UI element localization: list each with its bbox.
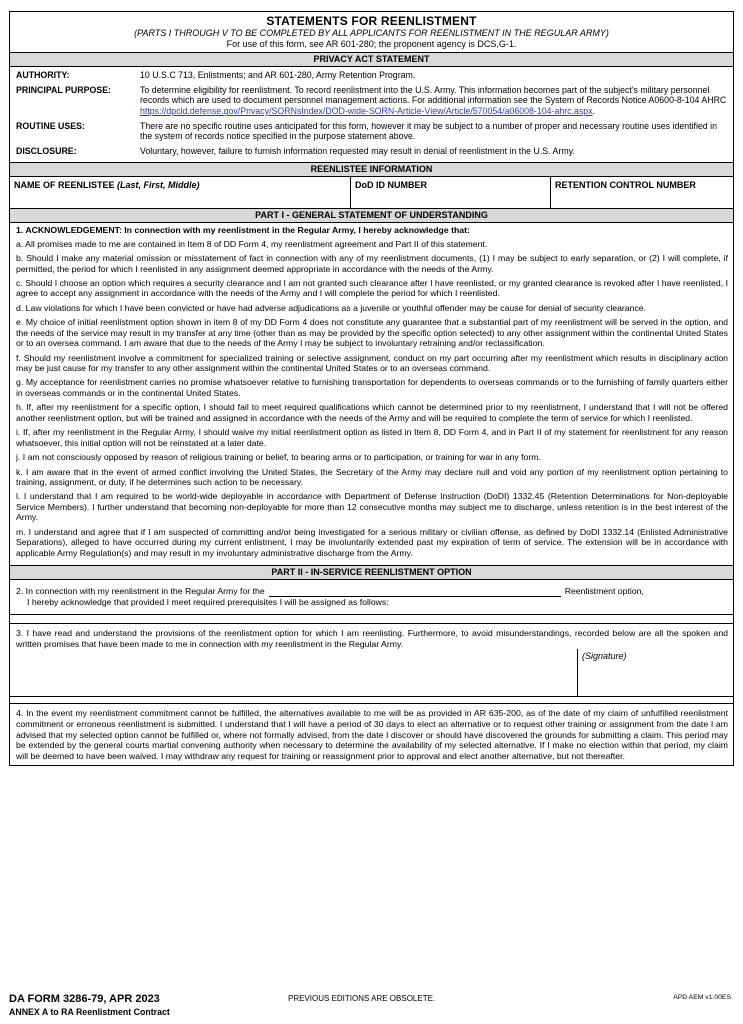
part1-item-c: c. Should I choose an option which requires a security clearance and I am not granted such clearance after I have reenlisted, or my granted clearance is revoked after I have reenlisted, I agree to accept any assignment in accordance with the needs of the Army and I will complete the period for which I reenlisted. bbox=[16, 277, 728, 299]
reenlistee-name-field[interactable] bbox=[10, 177, 351, 208]
routine-uses-text: There are no specific routine uses anticipated for this form, however it may be subject to a number of proper and necessary routine uses identified in the system of records notice specified in the purpose statement above. bbox=[140, 120, 717, 142]
item2-answer-line[interactable] bbox=[10, 607, 733, 615]
reenlistment-form bbox=[9, 11, 734, 766]
reenlistment-option-input[interactable] bbox=[269, 588, 561, 597]
principal-purpose-text bbox=[140, 85, 727, 117]
form-title: STATEMENTS FOR REENLISTMENT bbox=[266, 14, 477, 28]
part1-item-i: i. If, after my reenlistment in the Regular Army, I should waive my initial reenlistment option as listed in Item 8, DD Form 4, and in Part II of my statement for reenlistment for any reason whatsoever, this initial option will not be reinstated at a later date. bbox=[16, 427, 728, 448]
part1-item-m: m. I understand and agree that if I am suspected of committing and/or being investigated for a serious military or civilian offense, as defined by DoDI 1332.14 (Enlisted Administrative Separations), alleged to have occurred during my current enlistment, I may be involuntarily extended past my expiration of term of service. The extension will be in accordance with applicable Army Regulation(s) and may result in my involuntary administrative discharge from the Army. bbox=[16, 526, 728, 558]
authority-label: AUTHORITY: bbox=[16, 70, 70, 81]
privacy-act-heading: PRIVACY ACT STATEMENT bbox=[10, 53, 733, 67]
part2-item-4: 4. In the event my reenlistment commitment cannot be fulfilled, the alternatives available to me will be as provided in AR 635-200, as of the date of my claim of unfulfilled reenlistment commitment or erroneous reenlistment is submitted. I understand that I will have a period of 30 days to elect an alternative or to request other training or assignment from the date I am advised that my selected option cannot be fulfilled or, where not formally advised, from the date I discover or should have discovered the grounds for submitting a claim. This period may be extended by the general courts martial convening authority when necessary to determine the availability of my selected alternative. If I make no election within that period, my claim will be deemed to have been waived. I may withdraw any request for training or reassignment prior to approval and elect another alternative, but not thereafter. bbox=[16, 708, 728, 761]
part1-item-h: h. If, after my reenlistment for a specific option, I should fail to meet required qualifications which cannot be determined prior to my reenlistment, I understand that I will not be offered another reenlistment option, but will be trained and assigned in accordance with the needs of the Army and will be required to complete the term of service for which I reenlisted. bbox=[16, 402, 728, 423]
disclosure-label: DISCLOSURE: bbox=[16, 145, 77, 156]
authority-row bbox=[16, 70, 727, 81]
privacy-act-section bbox=[10, 67, 733, 163]
disclosure-row bbox=[16, 146, 727, 157]
item2-text-continuation: I hereby acknowledge that provided I meet required prerequisites I will be assigned as follows: bbox=[27, 596, 389, 607]
part2-item-2 bbox=[16, 580, 728, 607]
item2-text-end: Reenlistment option, bbox=[564, 586, 644, 597]
item3-spacer bbox=[10, 697, 733, 704]
annex-label: ANNEX A to RA Reenlistment Contract bbox=[9, 1006, 170, 1017]
version-label: APD AEM v1.00ES bbox=[673, 994, 731, 1001]
dod-id-field[interactable] bbox=[351, 177, 551, 208]
part1-item-g: g. My acceptance for reenlistment carries no promise whatsoever relative to furnishing transportation for dependents to overseas commands or to the furnishing of family quarters either in overseas commands or in the continental United States. bbox=[16, 377, 728, 398]
sorn-link[interactable]: https://dpcld.defense.gov/Privacy/SORNsIndex/DOD-wide-SORN-Article-View/Article/570054/a06008-104-ahrc.aspx bbox=[140, 106, 593, 117]
part1-item-k: k. I am aware that in the event of armed conflict involving the United States, the Secretary of the Army may declare null and void any portion of my reenlistment option pertaining to training, assignment, or duty, if he determines such action to be necessary. bbox=[16, 466, 728, 487]
principal-purpose-row bbox=[16, 85, 727, 117]
promises-signature-area bbox=[10, 649, 733, 697]
reenlistee-name-label: NAME OF REENLISTEE bbox=[14, 180, 115, 191]
part2-section bbox=[10, 580, 733, 623]
part2-item-4-block bbox=[10, 704, 733, 764]
dod-id-label: DoD ID NUMBER bbox=[355, 180, 427, 191]
signature-field[interactable] bbox=[577, 649, 733, 696]
signature-label: (Signature) bbox=[582, 651, 627, 662]
form-usage-note: For use of this form, see AR 601-280; the proponent agency is DCS,G-1. bbox=[226, 38, 517, 49]
part2-item-3: 3. I have read and understand the provisions of the reenlistment option for which I am reenlisting. Furthermore, to avoid misunderstandings, recorded below are all the spoken and written promises that have been made to me in connection with my reenlistment in the Regular Army. bbox=[16, 628, 728, 649]
principal-purpose-label: PRINCIPAL PURPOSE: bbox=[16, 84, 111, 95]
part1-heading: PART I - GENERAL STATEMENT OF UNDERSTANDING bbox=[10, 209, 733, 223]
part1-section bbox=[10, 223, 733, 566]
part2-item-3-block bbox=[10, 623, 733, 649]
retention-control-number-label: RETENTION CONTROL NUMBER bbox=[555, 180, 696, 191]
form-subtitle: (PARTS I THROUGH V TO BE COMPLETED BY ALL APPLICANTS FOR REENLISTMENT IN THE REGULAR ARMY) bbox=[134, 28, 609, 39]
part1-item-b: b. Should I make any material omission or misstatement of fact in connection with any of my reenlistment documents, (1) I may be subject to early separation, or (2) I will complete, if permitted, the period for which I reenlisted in any assignment deemed appropriate in accordance with the needs of the Army. bbox=[16, 253, 728, 274]
part1-item-f: f. Should my reenlistment involve a commitment for specialized training or selective assignment, conduct on my part occurring after my reenlistment which results in disciplinary action may be just cause for my transfer to any other assignment within the continental United States or to an overseas command. bbox=[16, 352, 728, 374]
previous-editions-note: PREVIOUS EDITIONS ARE OBSOLETE. bbox=[288, 994, 436, 1003]
part1-item-d: d. Law violations for which I have been convicted or have had adverse adjudications as a juvenile or youthful offender may be cause for denial of security clearance. bbox=[16, 302, 647, 313]
form-number: DA FORM 3286-79, APR 2023 bbox=[9, 993, 160, 1005]
part1-item-l: l. I understand that I am required to be world-wide deployable in accordance with Department of Defense Instruction (DoDI) 1332.45 (Retention Determinations for Non-deployable Service Members). I further understand that becoming non-deployable for more than 12 consecutive months may subject me to discharge, unless retention is in the best interest of the Army. bbox=[16, 491, 728, 523]
routine-uses-row bbox=[16, 121, 727, 142]
promises-field[interactable] bbox=[10, 649, 577, 696]
acknowledgement-statement: 1. ACKNOWLEDGEMENT: In connection with my reenlistment in the Regular Army, I hereby acknowledge that: bbox=[16, 225, 470, 236]
part2-heading: PART II - IN-SERVICE REENLISTMENT OPTION bbox=[10, 566, 733, 580]
form-header bbox=[10, 12, 733, 53]
principal-purpose-body: To determine eligibility for reenlistment. To record reenlistment into the U.S. Army. This information becomes part of the subject's military personnel records which are used to document personnel management actions. For additional information see the System of Records Notice A0600-8-104 AHRC bbox=[140, 84, 727, 106]
reenlistee-info-row bbox=[10, 177, 733, 209]
retention-control-number-field[interactable] bbox=[551, 177, 733, 208]
part1-item-a: a. All promises made to me are contained in Item 8 of DD Form 4, my reenlistment agreement and Part II of this statement. bbox=[16, 238, 488, 249]
item2-text-start: 2. In connection with my reenlistment in the Regular Army for the bbox=[16, 586, 265, 597]
disclosure-text: Voluntary, however, failure to furnish information requested may result in denial of reenlistment in the U.S. Army. bbox=[140, 145, 575, 156]
principal-purpose-end: . bbox=[592, 106, 596, 117]
footer-form-id bbox=[9, 993, 170, 1017]
item2-spacer bbox=[16, 615, 728, 623]
reenlistee-name-hint: (Last, First, Middle) bbox=[117, 180, 200, 191]
part1-item-j: j. I am not consciously opposed by reason of religious training or belief, to bearing arms or to participation, or training for war in any form. bbox=[16, 452, 541, 463]
reenlistee-info-heading: REENLISTEE INFORMATION bbox=[10, 163, 733, 177]
routine-uses-label: ROUTINE USES: bbox=[16, 120, 85, 131]
authority-text: 10 U.S.C 713, Enlistments; and AR 601-280, Army Retention Program. bbox=[140, 70, 416, 81]
part1-item-e: e. My choice of initial reenlistment option shown in item 8 of my DD Form 4 does not constitute any guarantee that a substantial part of my reenlistment will be served in the option, and the needs of the service may result in my transfer at any time (other than as may be provided by the specific option selected) to any other assignment within the continental United States or to an oversea command. I am aware that due to the needs of the Army I may be subject to involuntary retraining and/or reclassification. bbox=[16, 317, 728, 349]
